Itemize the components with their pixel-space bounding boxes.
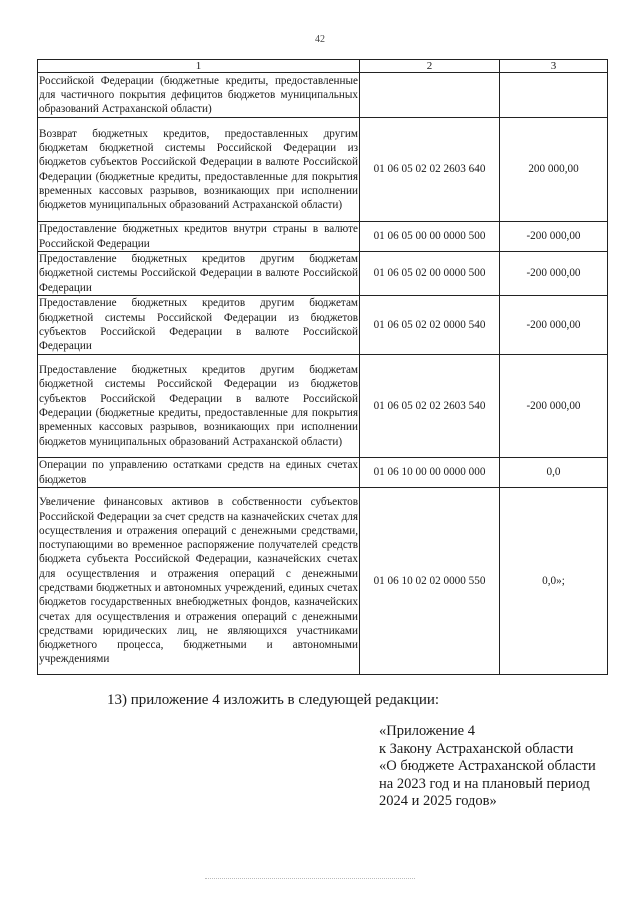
table-row [38, 355, 608, 458]
page-number: 42 [315, 34, 325, 45]
appendix-line: к Закону Астраханской области [379, 740, 574, 757]
column-header-1: 1 [38, 60, 360, 73]
budget-sources-table [37, 59, 608, 675]
row-amount-cell: -200 000,00 [500, 296, 608, 355]
table-row [38, 73, 608, 118]
row-name-cell: Увеличение финансовых активов в собственности субъектов Российской Федерации за счет средств на казначейских счетах для осуществления и отражения операций с денежными средствами, поступающими во временное распоряжение получателей средств бюджета субъекта Российской Федерации, казначейских счетах для осуществления и отражения операций с денежными средствами бюджетных и автономных учреждений, единых счетах бюджетов государственных внебюджетных фондов, казначейских счетах для осуществления и отражения операций с денежными средствами юридических лиц, не являющихся участниками бюджетного процесса, бюджетными и автономными учреждениями [38, 488, 360, 675]
row-name-cell: Российской Федерации (бюджетные кредиты, предоставленные для частичного покрытия дефицитов бюджетов муниципальных образований Астраханской области) [38, 73, 360, 118]
column-header-2: 2 [360, 60, 500, 73]
appendix-line: «О бюджете Астраханской области [379, 758, 596, 774]
appendix-line: «Приложение 4 [379, 723, 475, 739]
row-code-cell: 01 06 05 00 00 0000 500 [360, 222, 500, 252]
row-code-cell: 01 06 05 02 02 0000 540 [360, 296, 500, 355]
row-amount-cell: -200 000,00 [500, 252, 608, 296]
row-code-cell: 01 06 10 02 02 0000 550 [360, 488, 500, 675]
row-code-cell: 01 06 05 02 02 2603 640 [360, 118, 500, 222]
amendment-instruction: 13) приложение 4 изложить в следующей редакции: [107, 692, 440, 708]
row-code-cell [360, 73, 500, 118]
scan-artifact-divider [205, 878, 415, 879]
table-row [38, 222, 608, 252]
row-amount-cell: 0,0»; [500, 488, 608, 675]
table-row [38, 296, 608, 355]
column-header-3: 3 [500, 60, 608, 73]
appendix-line: 2024 и 2025 годов» [379, 793, 497, 809]
appendix-heading [379, 723, 596, 811]
row-amount-cell: 0,0 [500, 458, 608, 488]
row-name-cell: Возврат бюджетных кредитов, предоставленных другим бюджетам бюджетной системы Российской Федерации из бюджетов субъектов Российской Федерации в валюте Российской Федерации (бюджетные кредиты, предоставленные для покрытия временных кассовых разрывов, возникающих при исполнении бюджетов муниципальных образований Астраханской области) [38, 118, 360, 222]
row-amount-cell: -200 000,00 [500, 222, 608, 252]
table-header-row [38, 60, 608, 73]
row-name-cell: Предоставление бюджетных кредитов внутри страны в валюте Российской Федерации [39, 223, 358, 250]
table-row [38, 252, 608, 296]
row-code-cell: 01 06 10 00 00 0000 000 [360, 458, 500, 488]
row-code-cell: 01 06 05 02 02 2603 540 [360, 355, 500, 458]
table-row [38, 488, 608, 675]
row-code-cell: 01 06 05 02 00 0000 500 [360, 252, 500, 296]
appendix-line: на 2023 год и на плановый период [379, 775, 590, 792]
row-amount-cell: 200 000,00 [500, 118, 608, 222]
row-amount-cell [500, 73, 608, 118]
row-name-cell: Предоставление бюджетных кредитов другим бюджетам бюджетной системы Российской Федерации из бюджетов субъектов Российской Федерации в валюте Российской Федерации (бюджетные кредиты, предоставленные для покрытия временных кассовых разрывов, возникающих при исполнении бюджетов муниципальных образований Астраханской области) [38, 355, 360, 458]
row-name-cell: Предоставление бюджетных кредитов другим бюджетам бюджетной системы Российской Федерации из бюджетов субъектов Российской Федерации в валюте Российской Федерации [38, 296, 360, 355]
row-name-cell: Операции по управлению остатками средств на единых счетах бюджетов [39, 459, 358, 486]
table-row [38, 118, 608, 222]
row-name-cell: Предоставление бюджетных кредитов другим бюджетам бюджетной системы Российской Федерации в валюте Российской Федерации [39, 253, 358, 294]
row-amount-cell: -200 000,00 [500, 355, 608, 458]
table-row [38, 458, 608, 488]
